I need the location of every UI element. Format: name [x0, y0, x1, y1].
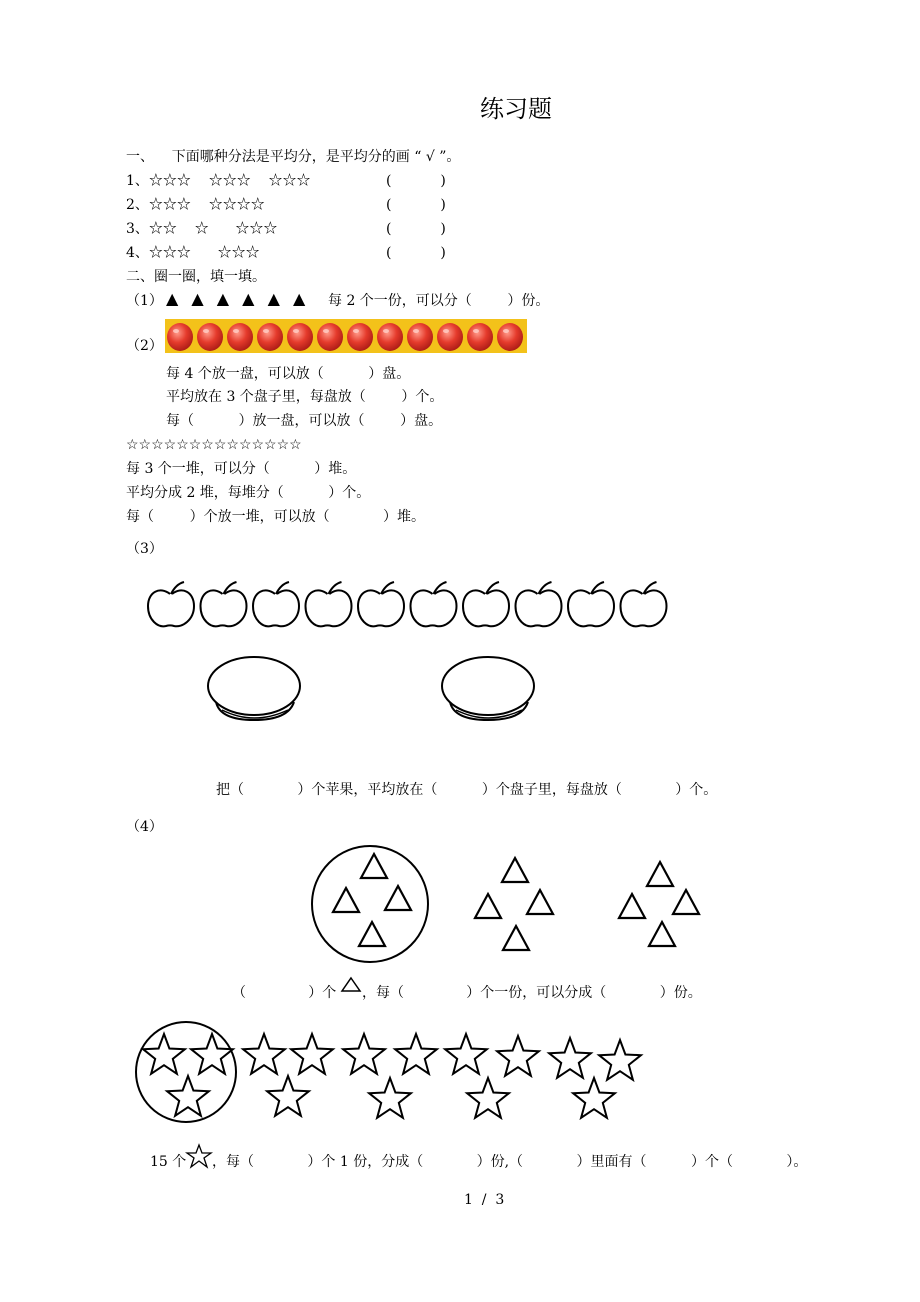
q4-star-prefix: 15 个: [150, 1154, 187, 1170]
q1-triangles: ▲ ▲ ▲ ▲ ▲ ▲: [166, 289, 310, 308]
star-icon: [267, 1076, 309, 1116]
plate-icon: [440, 656, 540, 726]
section1-item-1: 1、☆☆☆ ☆☆☆ ☆☆☆: [126, 173, 311, 189]
section1-item-2: 2、☆☆☆ ☆☆☆☆: [126, 197, 265, 213]
apple-outline-icon: [568, 582, 614, 626]
q4-prefix: （4）: [126, 819, 163, 835]
apple-icon: [317, 323, 343, 351]
star-icon: [167, 1076, 209, 1116]
section1-answer-2: ( ): [386, 197, 446, 213]
apple-outline-icon: [201, 582, 247, 626]
apple-row: [165, 319, 527, 353]
apple-outline-icon: [253, 582, 299, 626]
apple-strip-image: [165, 319, 527, 353]
plate-icon: [206, 656, 306, 726]
apple-icon: [257, 323, 283, 351]
q2-line-3: 每（ ）放一盘，可以放（ ）盘。: [166, 413, 443, 429]
star-icon: [497, 1036, 539, 1076]
q2-line-2: 平均放在 3 个盘子里，每盘放（ ）个。: [166, 389, 444, 405]
apple-icon: [347, 323, 373, 351]
q1-text: 每 2 个一份，可以分（ ）份。: [328, 293, 550, 309]
section1-item-4: 4、☆☆☆ ☆☆☆: [126, 245, 260, 261]
star-icon: [291, 1034, 333, 1074]
q3-text: 把（ ）个苹果，平均放在（ ）个盘子里，每盘放（ ）个。: [216, 782, 718, 798]
q4-text-b: ，每（ ）个一份，可以分成（ ）份。: [362, 985, 702, 1001]
page-title: 练习题: [480, 95, 552, 123]
section1-answer-4: ( ): [386, 245, 446, 261]
apple-icon: [227, 323, 253, 351]
star-icon: [186, 1144, 212, 1168]
q2-star-line-1: 每 3 个一堆，可以分（ ）堆。: [126, 461, 357, 477]
triangle-icon: [361, 854, 387, 878]
q2-star-line-3: 每（ ）个放一堆，可以放（ ）堆。: [126, 509, 426, 525]
triangle-icon: [649, 922, 675, 946]
apple-icon: [407, 323, 433, 351]
apple-icon: [377, 323, 403, 351]
triangle-icon: [503, 926, 529, 950]
star-icon: [599, 1040, 641, 1080]
triangle-icon: [475, 894, 501, 918]
q1-prefix: （1）: [126, 293, 163, 309]
star-icon: [445, 1034, 487, 1074]
triangle-icon: [647, 862, 673, 886]
apple-outline-icon: [621, 582, 667, 626]
star-icon: [243, 1034, 285, 1074]
apple-icon: [497, 323, 523, 351]
star-icon: [191, 1034, 233, 1074]
section1-answer-1: ( ): [386, 173, 446, 189]
apple-icon: [437, 323, 463, 351]
apple-icon: [287, 323, 313, 351]
apple-icon: [197, 323, 223, 351]
triangle-icon: [673, 890, 699, 914]
triangle-icon: [333, 888, 359, 912]
apple-outline-icon: [463, 582, 509, 626]
star-icon: [143, 1034, 185, 1074]
star-icon: [573, 1078, 615, 1118]
apple-outline-icon: [358, 582, 404, 626]
q4-text-a: （ ）个: [232, 985, 337, 1001]
section1-heading: 一、 下面哪种分法是平均分，是平均分的画 “ √ ”。: [126, 149, 461, 165]
apple-outline-icon: [411, 582, 457, 626]
star-icon: [549, 1038, 591, 1078]
apple-icon: [167, 323, 193, 351]
q2-line-1: 每 4 个放一盘，可以放（ ）盘。: [166, 366, 411, 382]
star-icon: [467, 1078, 509, 1118]
apple-outline-icon: [306, 582, 352, 626]
star-icon: [343, 1034, 385, 1074]
section1-item-3: 3、☆☆ ☆ ☆☆☆: [126, 221, 278, 237]
star-icon: [395, 1034, 437, 1074]
apple-icon: [467, 323, 493, 351]
q3-prefix: （3）: [126, 541, 163, 557]
apple-outline-icon: [148, 582, 194, 626]
q2-star-line-2: 平均分成 2 堆，每堆分（ ）个。: [126, 485, 371, 501]
star-groups: [134, 1020, 654, 1130]
star-icon: [369, 1078, 411, 1118]
section1-answer-3: ( ): [386, 221, 446, 237]
triangle-icon: [502, 858, 528, 882]
triangle-icon: [385, 886, 411, 910]
triangle-icon: [340, 976, 362, 994]
triangle-icon: [527, 890, 553, 914]
triangle-icon: [359, 922, 385, 946]
triangle-icon: [619, 894, 645, 918]
apple-outline-icon: [516, 582, 562, 626]
page-number: 1 / 3: [464, 1192, 505, 1208]
triangle-groups: [308, 842, 728, 982]
section2-heading: 二、圈一圈，填一填。: [126, 269, 266, 285]
q2-prefix: （2）: [126, 338, 163, 354]
q2-star-row: ☆☆☆☆☆☆☆☆☆☆☆☆☆☆: [126, 437, 302, 453]
q4-star-text: ，每（ ）个 1 份，分成（ ）份,（ ）里面有（ ）个（ ）。: [212, 1154, 808, 1170]
apple-outline-row: [140, 570, 700, 640]
